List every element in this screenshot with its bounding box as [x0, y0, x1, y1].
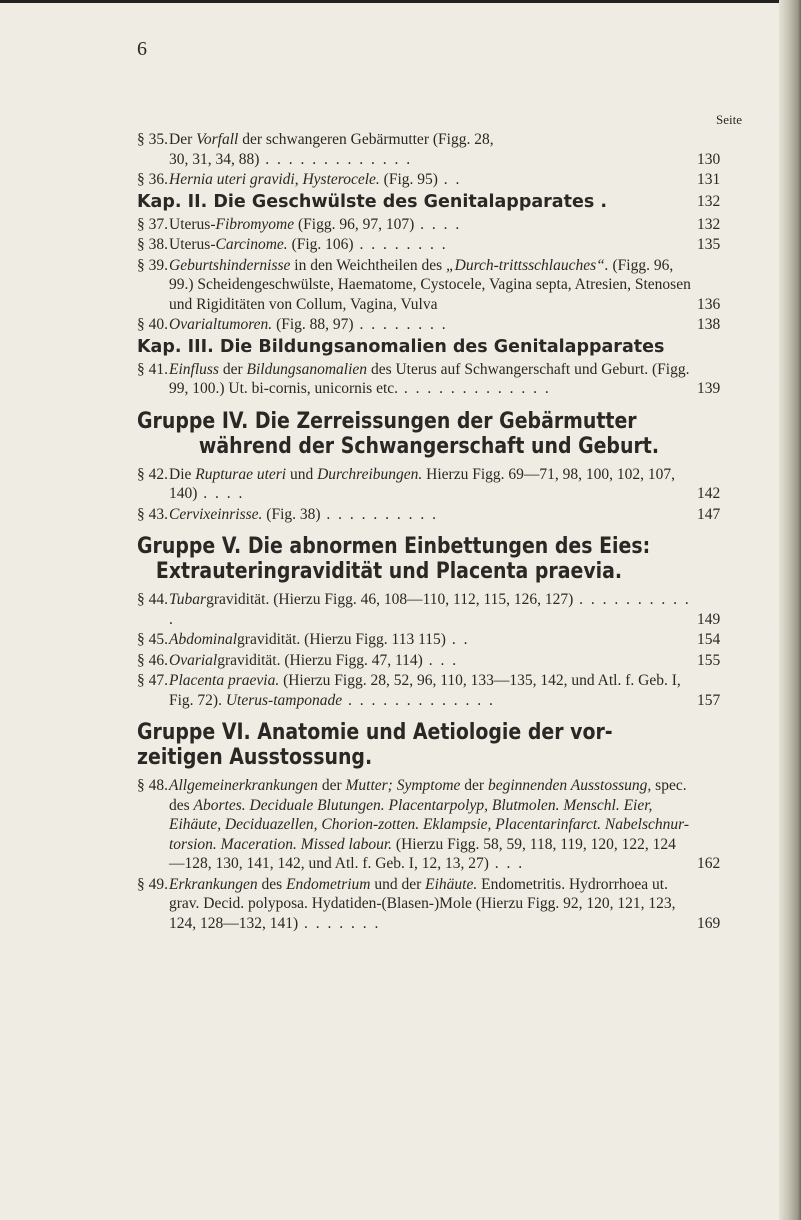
- page-ref: 135: [697, 236, 721, 253]
- seite-header: Seite: [716, 112, 742, 127]
- page-ref: 131: [697, 171, 721, 188]
- page-ref: 138: [697, 316, 721, 333]
- toc-entry-43: § 43. Cervixeinrisse. (Fig. 38) . . . . . . . . . . 147: [137, 505, 737, 525]
- toc-entry-45: § 45. Abdominalgravidität. (Hierzu Figg. 113 115) . . 154: [137, 630, 737, 650]
- page-ref: 142: [697, 485, 721, 502]
- page-ref: 132: [697, 192, 721, 210]
- toc-entry-42: § 42. Die Rupturae uteri und Durchreibungen. Hierzu Figg. 69—71, 98, 100, 102, 107, 140) . . . . 142: [137, 465, 737, 504]
- page-ref: 136: [697, 295, 721, 313]
- top-rule: [0, 0, 801, 3]
- table-of-contents: [137, 130, 737, 934]
- page-edge: [779, 0, 801, 1220]
- page-number: 6: [137, 38, 147, 60]
- toc-entry-48: § 48. Allgemeinerkrankungen der Mutter; Symptome der beginnenden Ausstossung, spec. des Abortes. Deciduale Blutungen. Placentarpolyp, Blutmolen. Menschl. Eier, Eihäute, Deciduazellen, Chorion-zotten. Eklampsie, Placentarinfarct. Nabelschnur-torsion. Maceration. Missed labour. (Hierzu Figg. 58, 59, 118, 119, 120, 122, 124—128, 130, 141, 142, und Atl. f. Geb. I, 12, 13, 27) . . . 162: [137, 776, 737, 874]
- page-ref: 149: [697, 610, 721, 628]
- toc-entry-35: § 35. Der Vorfall der schwangeren Gebärmutter (Figg. 28, 30, 31, 34, 88) . . . . . . . . . . . . . 130: [137, 130, 737, 169]
- page-ref: 169: [697, 914, 721, 932]
- page-ref: 157: [697, 691, 721, 709]
- page-ref: 155: [697, 651, 721, 669]
- chapter-heading-2: Kap. II. Die Geschwülste des Genitalapparates . 132: [137, 191, 737, 213]
- toc-entry-47: § 47. Placenta praevia. (Hierzu Figg. 28, 52, 96, 110, 133—135, 142, und Atl. f. Geb. I, Fig. 72). Uterus-tamponade . . . . . . . . . . . . . 157: [137, 671, 737, 710]
- page-ref: 147: [697, 505, 721, 523]
- toc-entry-39: § 39. Geburtshindernisse in den Weichtheilen des „Durch-trittsschlauches“. (Figg. 96, 99.) Scheidengeschwülste, Haematome, Cystocele, Vagina septa, Atresien, Stenosen und Rigiditäten von Collum, Vagina, Vulva 136: [137, 256, 737, 315]
- group-heading-5: Gruppe V. Die abnormen Einbettungen des Eies: Extrauteringravidität und Placenta praevia.: [137, 534, 651, 584]
- toc-entry-46: § 46. Ovarialgravidität. (Hierzu Figg. 47, 114) . . . 155: [137, 651, 737, 671]
- page-ref: 139: [697, 380, 721, 397]
- toc-entry-44: § 44. Tubargravidität. (Hierzu Figg. 46, 108—110, 112, 115, 126, 127) . . . . . . . . . . . 149: [137, 590, 737, 629]
- page-ref: 154: [697, 631, 721, 648]
- toc-entry-38: § 38. Uterus-Carcinome. (Fig. 106) . . . . . . . . 135: [137, 235, 737, 255]
- page-ref: 130: [697, 150, 721, 168]
- toc-entry-49: § 49. Erkrankungen des Endometrium und der Eihäute. Endometritis. Hydrorrhoea ut. grav. Decid. polyposa. Hydatiden-(Blasen-)Mole (Hierzu Figg. 92, 120, 121, 123, 124, 128—132, 141) . . . . . . . 169: [137, 875, 737, 934]
- toc-entry-37: § 37. Uterus-Fibromyome (Figg. 96, 97, 107) . . . . 132: [137, 215, 737, 235]
- toc-entry-40: § 40. Ovarialtumoren. (Fig. 88, 97) . . . . . . . . 138: [137, 315, 737, 335]
- group-heading-4: Gruppe IV. Die Zerreissungen der Gebärmutter während der Schwangerschaft und Geburt.: [137, 408, 660, 459]
- group-heading-6: Gruppe VI. Anatomie und Aetiologie der vor- zeitigen Ausstossung.: [137, 720, 613, 770]
- chapter-heading-3: Kap. III. Die Bildungsanomalien des Genitalapparates: [137, 336, 665, 357]
- page-ref: 132: [697, 215, 721, 233]
- toc-entry-36: § 36. Hernia uteri gravidi, Hysterocele. (Fig. 95) . . 131: [137, 170, 737, 190]
- page-ref: 162: [697, 855, 721, 872]
- toc-entry-41: § 41. Einfluss der Bildungsanomalien des Uterus auf Schwangerschaft und Geburt. (Figg. 99, 100.) Ut. bi-cornis, unicornis etc. . . . . . . . . . . . . . 139: [137, 360, 737, 399]
